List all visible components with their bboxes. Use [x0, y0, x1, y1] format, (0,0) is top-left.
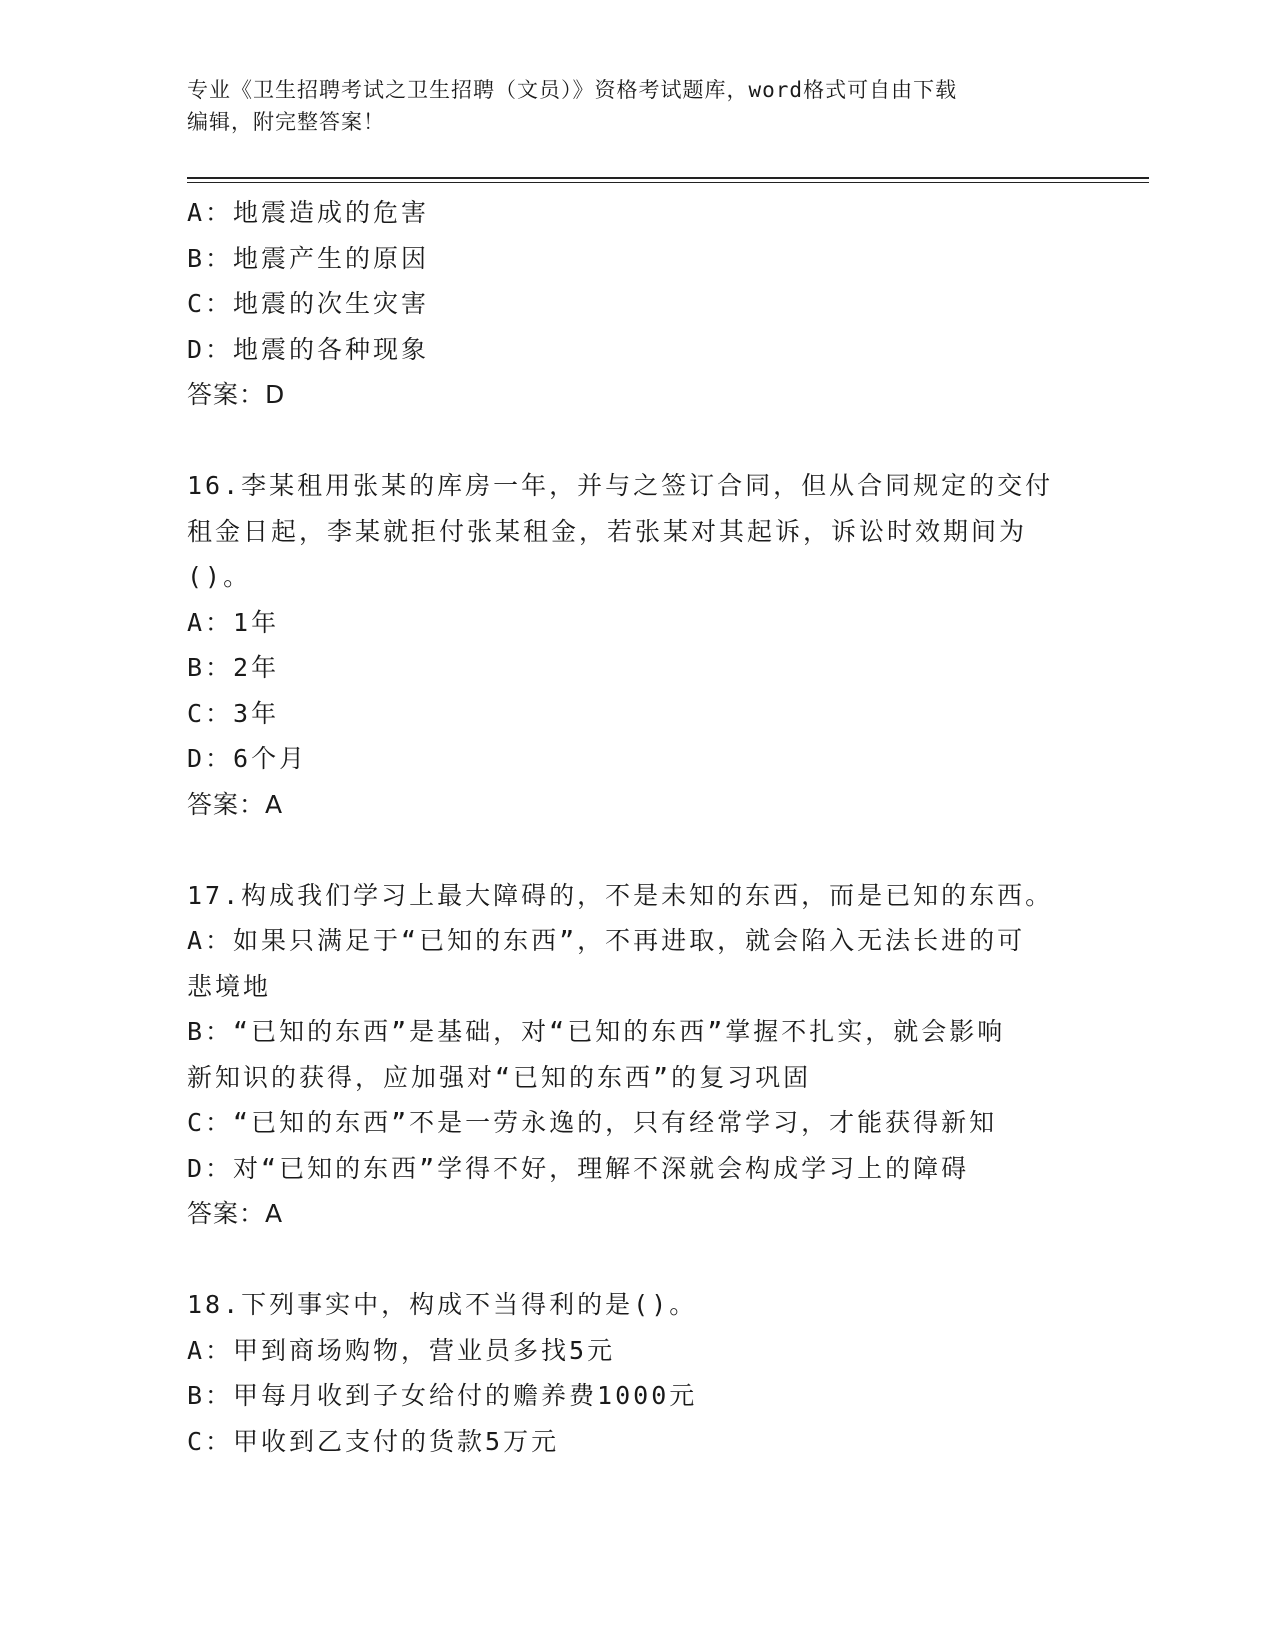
header-line-2: 编辑，附完整答案！: [187, 110, 385, 134]
question-stem-line: 18.下列事实中，构成不当得利的是()。: [187, 1290, 698, 1319]
answer: 答案：D: [187, 380, 286, 409]
option-a: A：甲到商场购物，营业员多找5元: [187, 1335, 616, 1365]
document-header: [187, 74, 1087, 138]
option-a: A：1年: [187, 607, 280, 637]
option-b: B：甲每月收到子女给付的赡养费1000元: [187, 1381, 698, 1410]
option-d: D：6个月: [187, 744, 308, 773]
option-b: B：地震产生的原因: [187, 243, 430, 273]
question-stem-line: 租金日起，李某就拒付张某租金，若张某对其起诉，诉讼时效期间为: [187, 516, 1028, 546]
option-d: D：对“已知的东西”学得不好，理解不深就会构成学习上的障碍: [187, 1153, 970, 1183]
question-stem-line: ()。: [187, 562, 252, 591]
option-c: C：3年: [187, 698, 280, 728]
question-17: [187, 873, 1087, 1237]
option-a: A：如果只满足于“已知的东西”，不再进取，就会陷入无法长进的可: [187, 926, 1026, 955]
question-stem-line: 16.李某租用张某的库房一年，并与之签订合同，但从合同规定的交付: [187, 471, 1054, 500]
option-c: C：甲收到乙支付的货款5万元: [187, 1426, 560, 1456]
option-c: C：“已知的东西”不是一劳永逸的，只有经常学习，才能获得新知: [187, 1108, 998, 1137]
question-16: [187, 463, 1087, 827]
document-body: [187, 190, 1087, 1464]
question-stem-line: 17.构成我们学习上最大障碍的，不是未知的东西，而是已知的东西。: [187, 880, 1054, 910]
answer: 答案：A: [187, 789, 284, 819]
answer: 答案：A: [187, 1199, 284, 1228]
option-b: B：“已知的东西”是基础，对“已知的东西”掌握不扎实，就会影响: [187, 1017, 1006, 1046]
header-line-1: 专业《卫生招聘考试之卫生招聘（文员）》资格考试题库，word格式可自由下载: [187, 78, 958, 102]
header-rule-thin: [187, 182, 1149, 183]
option-a-continued: 悲境地: [187, 971, 272, 1001]
option-b: B：2年: [187, 653, 280, 682]
option-a: A：地震造成的危害: [187, 198, 430, 227]
option-b-continued: 新知识的获得，应加强对“已知的东西”的复习巩固: [187, 1062, 812, 1092]
header-rule-thick: [187, 177, 1149, 179]
question-18: [187, 1282, 1087, 1464]
option-d: D：地震的各种现象: [187, 334, 430, 364]
option-c: C：地震的次生灾害: [187, 289, 430, 318]
question-15: [187, 190, 1087, 418]
